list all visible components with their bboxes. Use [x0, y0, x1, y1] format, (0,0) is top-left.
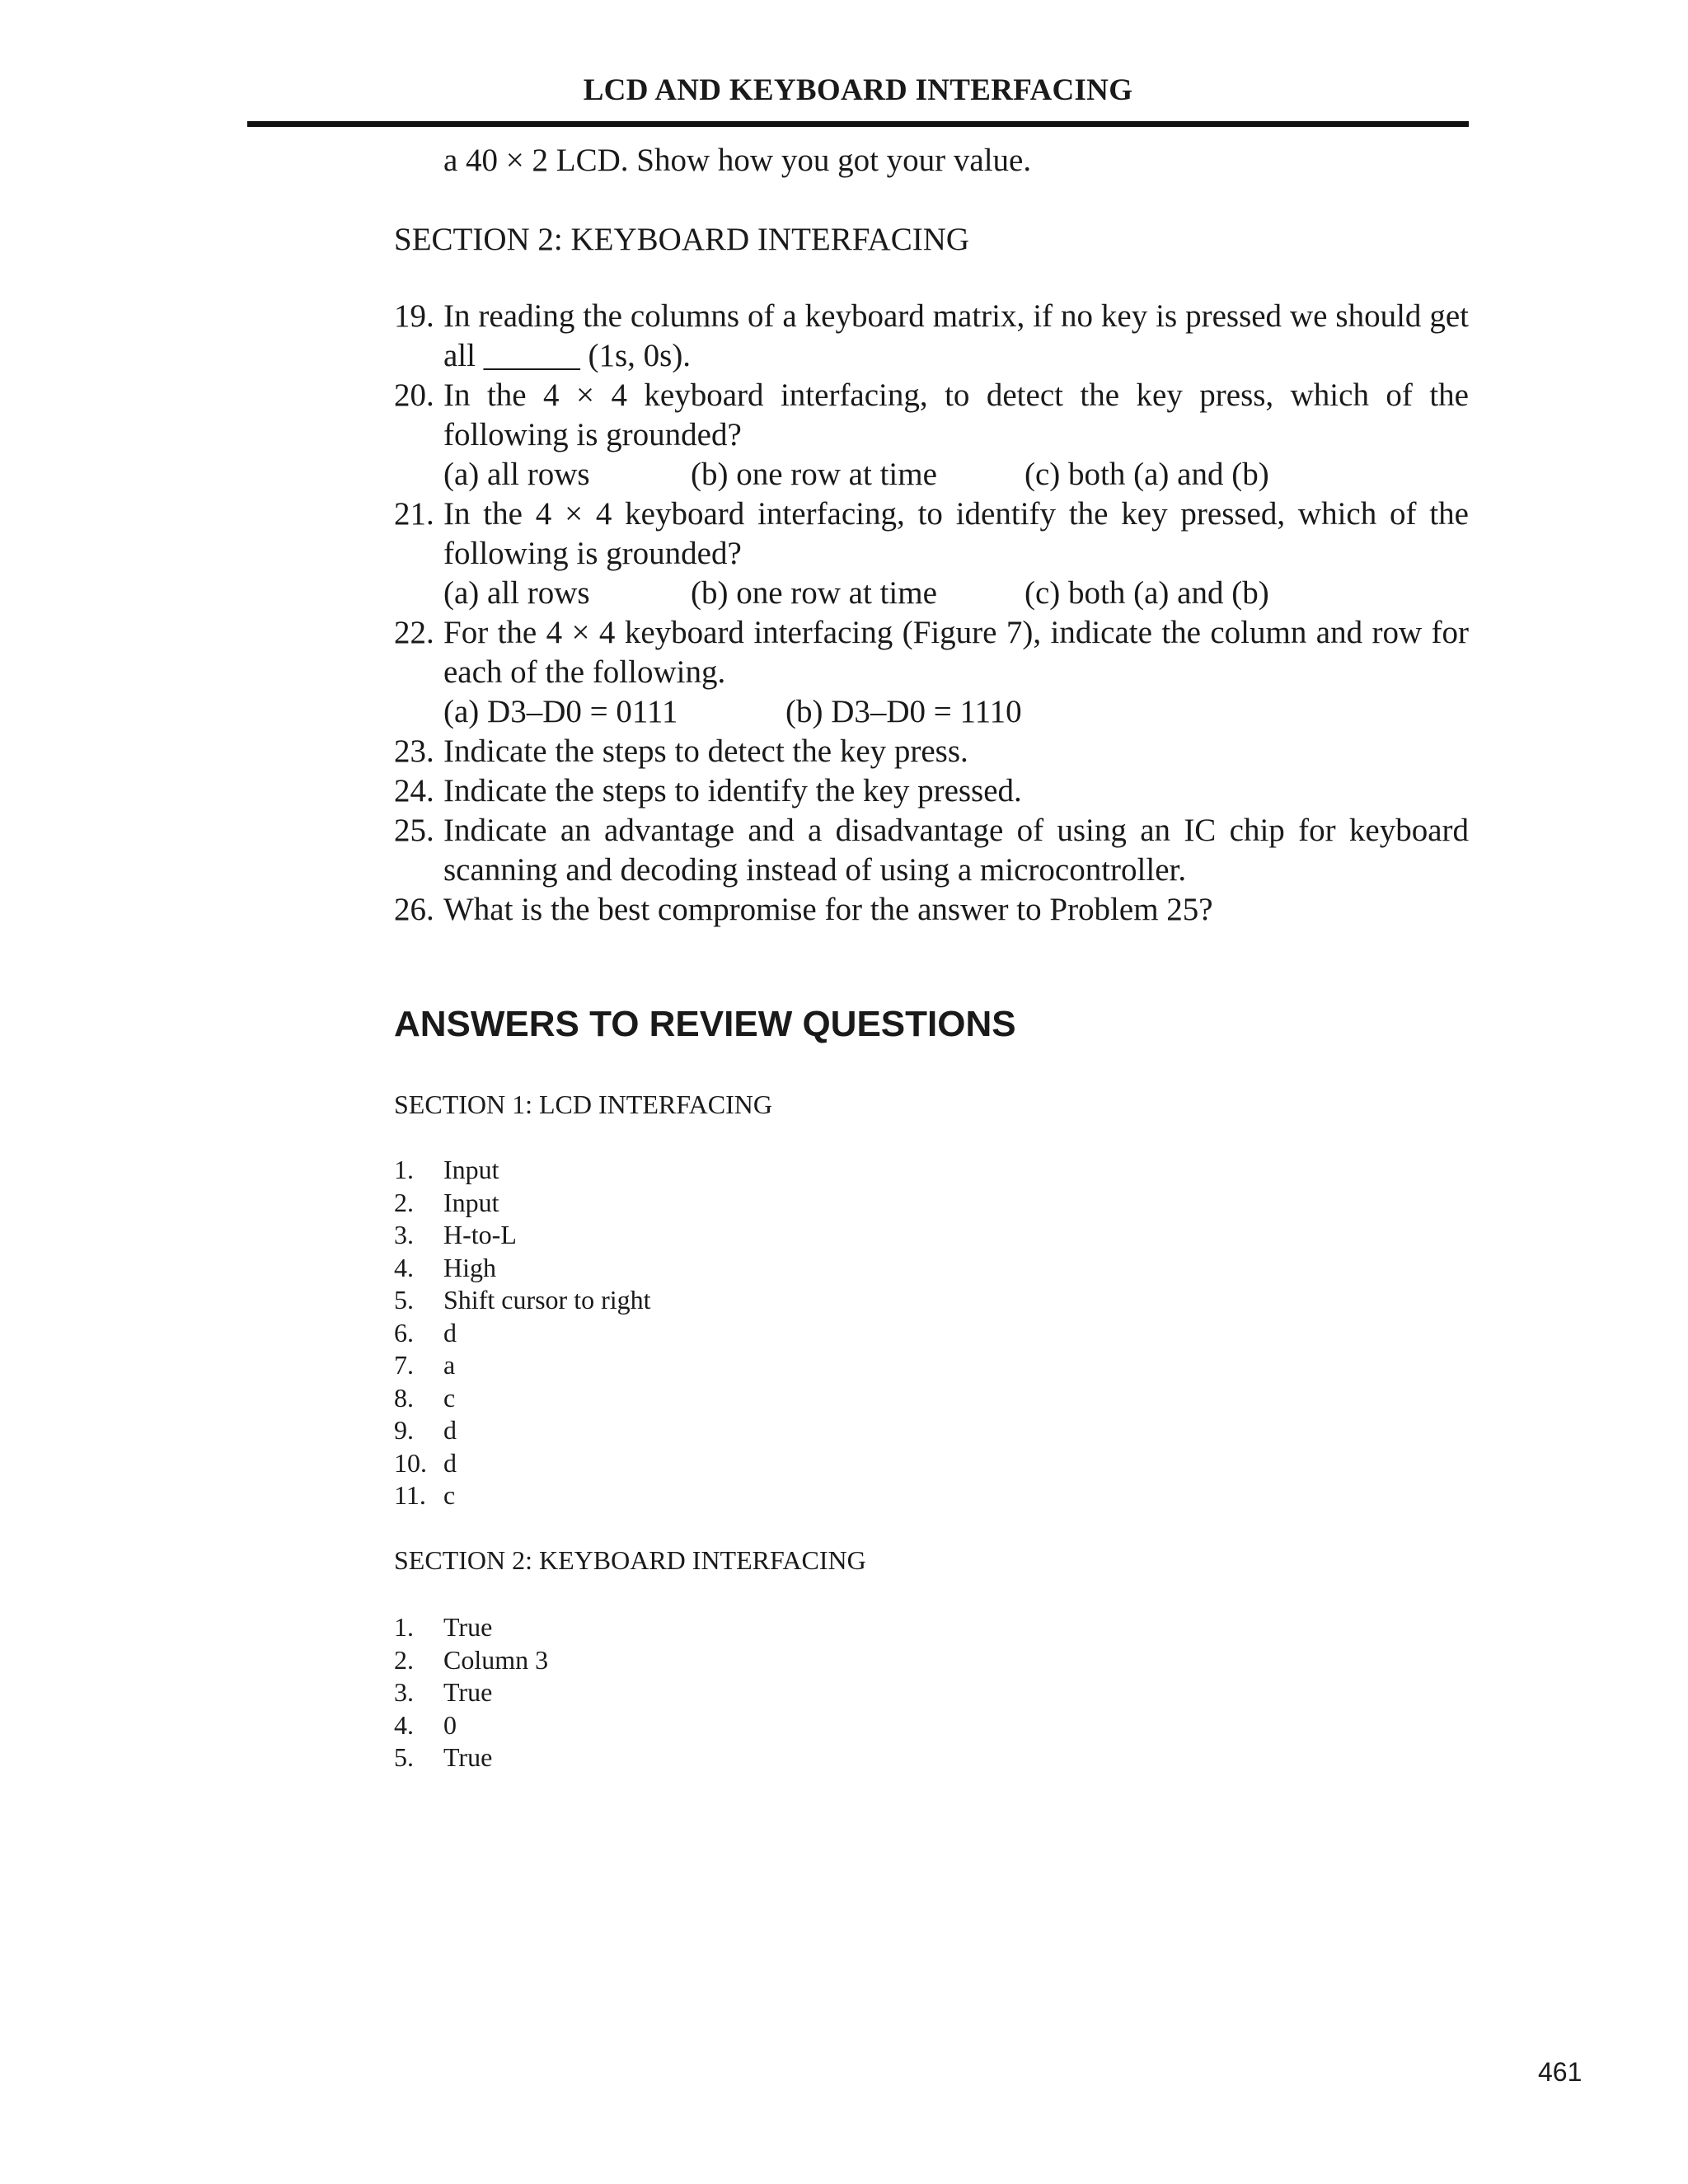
problem-option: (b) one row at time — [691, 457, 937, 492]
answer-text: H-to-L — [443, 1220, 517, 1249]
page-number: 461 — [1538, 2057, 1582, 2087]
problem-option: (b) D3–D0 = 1110 — [785, 694, 1022, 729]
problem-text: Indicate an advantage and a disadvantage of using an IC chip for keyboard scanning and decoding instead of using a microcontroller. — [443, 813, 1469, 888]
answer-item — [394, 1709, 548, 1742]
running-header: LCD AND KEYBOARD INTERFACING — [583, 73, 1133, 107]
answer-number: 8. — [394, 1382, 414, 1413]
problem-item — [394, 297, 1469, 376]
problem-number: 19. — [394, 298, 434, 334]
answer-item — [394, 1611, 548, 1644]
problem-number: 23. — [394, 733, 434, 769]
problem-item — [394, 376, 1469, 494]
problem-text: In the 4 × 4 keyboard interfacing, to identify the key pressed, which of the following is grounded? — [443, 496, 1469, 571]
problem-item — [394, 494, 1469, 613]
problem-item — [394, 890, 1469, 930]
problem-text: Indicate the steps to detect the key press. — [443, 733, 968, 769]
answer-number: 7. — [394, 1350, 414, 1380]
answer-text: d — [443, 1447, 457, 1478]
answer-text: Shift cursor to right — [443, 1285, 651, 1315]
problem-text: Indicate the steps to identify the key pressed. — [443, 773, 1022, 808]
problem-options — [443, 692, 1469, 732]
answer-text: Column 3 — [443, 1644, 549, 1675]
answers-heading: ANSWERS TO REVIEW QUESTIONS — [394, 1004, 1016, 1044]
answer-item — [394, 1414, 651, 1447]
problem-item — [394, 732, 1469, 771]
answer-text: d — [443, 1317, 457, 1347]
answer-number: 11. — [394, 1480, 426, 1510]
answer-item — [394, 1219, 651, 1252]
problems-section-heading: SECTION 2: KEYBOARD INTERFACING — [394, 222, 970, 257]
problem-option: (a) D3–D0 = 0111 — [443, 694, 678, 729]
answer-text: True — [443, 1612, 493, 1642]
answer-text: c — [443, 1382, 456, 1413]
answer-item — [394, 1479, 651, 1512]
problem-number: 24. — [394, 773, 434, 808]
problem-option: (c) both (a) and (b) — [1025, 575, 1269, 611]
answer-item — [394, 1317, 651, 1350]
problem-options — [443, 574, 1469, 613]
answer-item — [394, 1252, 651, 1285]
problem-text: What is the best compromise for the answer to Problem 25? — [443, 892, 1213, 927]
answers-list — [394, 1154, 651, 1512]
answer-number: 6. — [394, 1317, 414, 1347]
problem-number: 20. — [394, 377, 434, 413]
answer-number: 2. — [394, 1644, 414, 1675]
problem-number: 25. — [394, 813, 434, 848]
continued-problem-text: a 40 × 2 LCD. Show how you got your value. — [443, 143, 1032, 178]
answer-item — [394, 1447, 651, 1480]
problem-item — [394, 771, 1469, 811]
problem-number: 21. — [394, 496, 434, 532]
answer-number: 1. — [394, 1612, 414, 1642]
answer-number: 5. — [394, 1285, 414, 1315]
answers-list — [394, 1611, 548, 1774]
answer-number: 3. — [394, 1677, 414, 1707]
problem-item — [394, 613, 1469, 732]
answer-number: 1. — [394, 1155, 414, 1184]
answer-number: 9. — [394, 1415, 414, 1445]
problem-option: (b) one row at time — [691, 575, 937, 611]
answer-text: d — [443, 1415, 457, 1445]
problem-text: For the 4 × 4 keyboard interfacing (Figure 7), indicate the column and row for each of the following. — [443, 615, 1469, 690]
answer-text: True — [443, 1677, 493, 1707]
answer-item — [394, 1741, 548, 1774]
problem-list — [394, 297, 1469, 930]
problem-text: In reading the columns of a keyboard matrix, if no key is pressed we should get all ______ (1s, 0s). — [443, 298, 1469, 373]
answers-section-heading: SECTION 1: LCD INTERFACING — [394, 1090, 772, 1119]
answer-text: c — [443, 1480, 456, 1510]
answer-number: 4. — [394, 1709, 414, 1740]
problem-item — [394, 811, 1469, 890]
answer-item — [394, 1349, 651, 1382]
answer-text: True — [443, 1742, 493, 1772]
answer-item — [394, 1676, 548, 1709]
answer-text: Input — [443, 1155, 499, 1184]
answer-number: 10. — [394, 1447, 427, 1478]
answer-number: 5. — [394, 1742, 414, 1772]
header-rule — [247, 121, 1469, 127]
answer-number: 2. — [394, 1187, 414, 1217]
problem-option: (a) all rows — [443, 457, 590, 492]
answer-item — [394, 1382, 651, 1415]
answers-section-heading: SECTION 2: KEYBOARD INTERFACING — [394, 1545, 866, 1575]
answer-text: a — [443, 1350, 456, 1380]
answer-item — [394, 1154, 651, 1187]
answer-item — [394, 1644, 548, 1677]
answer-item — [394, 1284, 651, 1317]
problem-number: 22. — [394, 615, 434, 650]
answer-number: 3. — [394, 1220, 414, 1249]
problem-option: (c) both (a) and (b) — [1025, 457, 1269, 492]
problem-options — [443, 455, 1469, 494]
answer-item — [394, 1187, 651, 1220]
problem-option: (a) all rows — [443, 575, 590, 611]
answer-text: 0 — [443, 1709, 457, 1740]
answer-text: Input — [443, 1187, 499, 1217]
problem-number: 26. — [394, 892, 434, 927]
problem-text: In the 4 × 4 keyboard interfacing, to detect the key press, which of the following is grounded? — [443, 377, 1469, 452]
answer-text: High — [443, 1252, 496, 1282]
answer-number: 4. — [394, 1252, 414, 1282]
